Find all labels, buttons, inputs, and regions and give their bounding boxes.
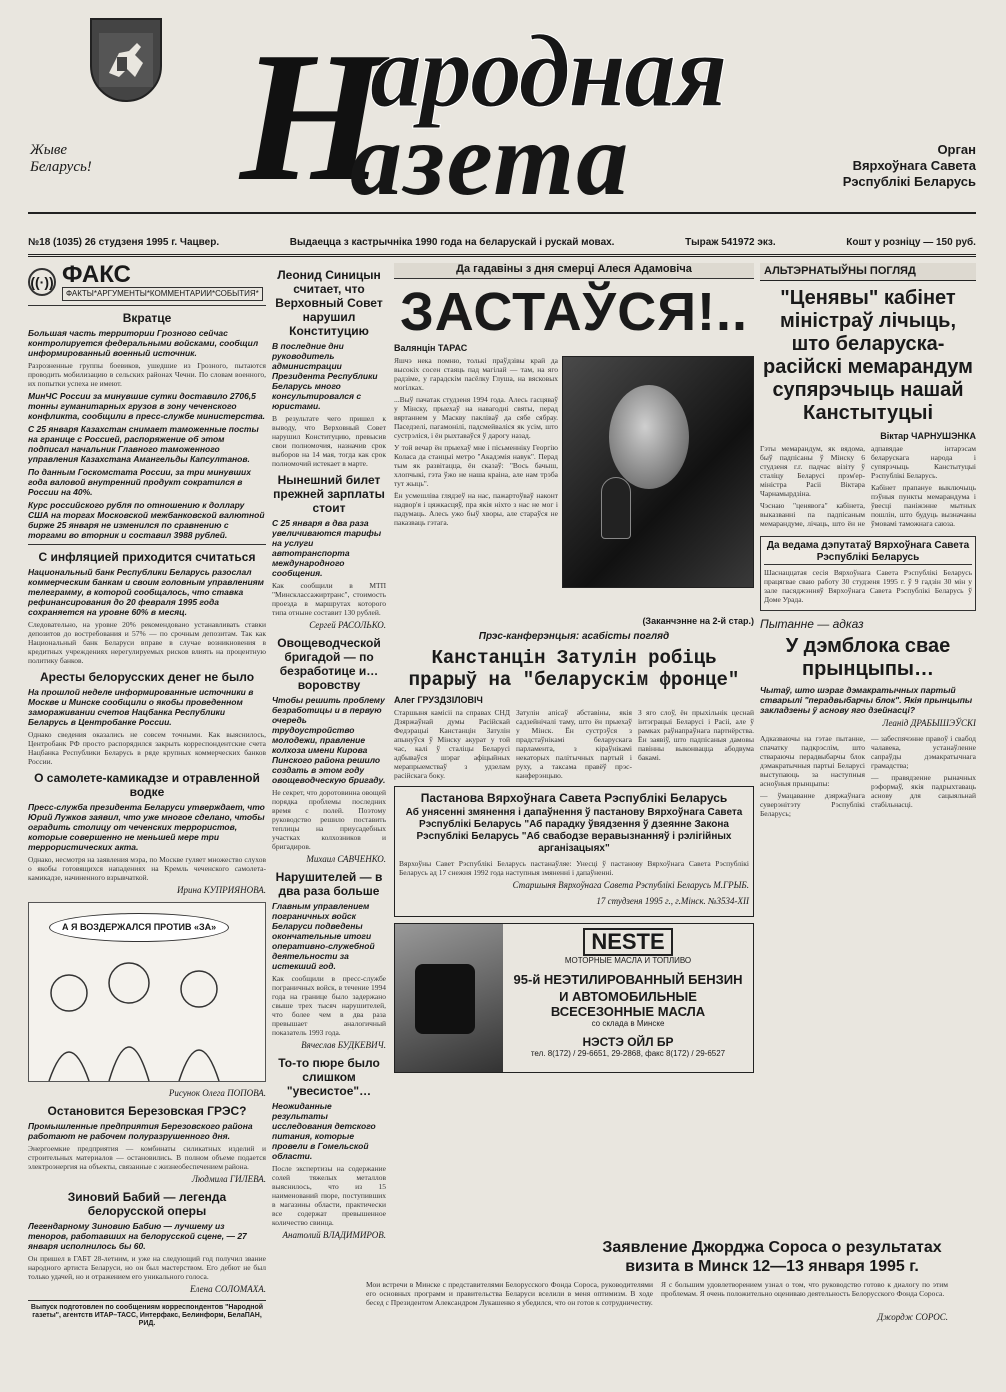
ad-product: 95-й НЕЭТИЛИРОВАННЫЙ БЕНЗИН — [513, 972, 743, 987]
paragraph: ...Выў пачатак студзеня 1994 года. Алесь гасцяваў у Мінску, прыехаў на навагодні святы, перад вяртаннем у Маскву пакліваў да сябе сябрау. Паседзелі, пагамонілі, падсмейваліся як усім, што сустрэліся, і ён рыхтаваўся ў дарогу назад. — [394, 395, 558, 440]
logo-word-2: азета — [350, 102, 631, 217]
radio-waves-icon: ((·)) — [28, 268, 56, 296]
paragraph: — забеспячэнне правоў і свабод чалавека, устанаўленне сапраўды дэмакратычнага грамадства; — [871, 733, 976, 770]
paragraph: Чэснаю "ценявога" кабінета, выказванні па падпісаным мемарандуме, лічаць, што ён не адпавядае інтарэсам беларускага народа і супярэчыць Канстытуцыі Рэспублікі Беларусь. — [760, 444, 976, 528]
statement-body — [366, 1280, 948, 1310]
paragraph: Кабінет прапануе выключыць пэўныя пункты мемарандума і ўвесці паніжэнне мытных пошлін, што будуць вызначаны ўмовамі таможнага саюза. — [871, 483, 976, 528]
paragraph: У той вечар ён прыехаў мне і пісьменніку Георгію Коласа да станцыі метро "Акадэмія навук". Перад тым як развітацца, ён сказаў: "Вось бачыш, хлопчыкі, гэта ўжо не наша краіна, але нам трэба тут жыць". — [394, 443, 558, 488]
headline: Аресты белорусских денег не было — [39, 670, 255, 684]
paragraph: После экспертизы на содержание солей тяжелых металлов выяснилось, что из 15 наименований пюре, поступивших в магазины области, практически все содержат превышенное количество свинца. — [272, 1164, 386, 1227]
byline: Елена СОЛОМАХА. — [190, 1284, 266, 1294]
paragraph: Адказваючы на гэтае пытанне, спачатку падкрэслім, што ствараючы перадвыбарчы блок дэмакратычныя партыі Беларусі выступаюць за наступныя асноўныя прынцыпы: — [760, 733, 865, 788]
logo-initial: Н — [240, 14, 385, 220]
lead: С 25 января Казахстан снимает таможенные посты на границе с Россией, распоряжение об этом подписал начальник Главного таможенного управления Казахстана Амангельды Капсултанов. — [28, 424, 259, 464]
paragraph: Энергоемкие предприятия — комбинаты силикатных изделий и строительных материалов — остановились. В полном объеме подается электроэнергия на объекты, связанные с жизнеобеспечением района. — [28, 1144, 266, 1171]
issue-number: №18 (1035) 26 студзеня 1995 г. Чацвер. — [28, 237, 220, 248]
section-kicker: АЛЬТЭРНАТЫЎНЫ ПОГЛЯД — [760, 263, 976, 281]
lead: Большая часть территории Грозного сейчас контролируется федеральными войсками, сообщил информированный военный источник. — [28, 328, 259, 358]
headline: У дэмблока свае прынцыпы… — [785, 634, 951, 680]
paragraph: Старшыня камісіі па справах СНД Дзяржаўнай думы Расійскай Федэрацыі Канстанцін Затулін апынуўся ў Мінску акурат у той час, калі ў сталіцы Беларусі адбываўся шэраг афіцыйных мерапрыемстваў з удзелам расійскага боку. — [394, 708, 510, 780]
resolution-subtitle: Аб унясенні змянення і дапаўнення ў пастанову Вярхоўнага Савета Рэспублікі Беларусь "Аб парадку ўвядзення ў дзеянне Закона Рэспублікі Беларусь "Аб свабодзе веравызнанняў і рэлігійных арганізацыях" — [405, 807, 743, 854]
paragraph: Однако сведения оказались не совсем точными. Как выяснилось, Центробанк РФ просто распорядился закрыть корреспондентские счета Нацбанка Республики Беларусь в ряде крупных коммерческих банков России. — [28, 730, 266, 766]
lead: Главным управлением пограничных войск Беларуси подведены окончательные итоги оперативно-служебной деятельности за истекший год. — [272, 901, 375, 971]
logo-word-1: ародная — [370, 14, 726, 129]
paragraph: — правядзенне рыначных рэформаў, якія падрыхтаваць аснову для сацыяльнай стабільнасці. — [871, 772, 976, 809]
organ-line: Орган — [937, 142, 976, 157]
columns — [28, 257, 976, 1392]
coat-of-arms-icon — [90, 18, 162, 102]
headline: Заявление Джорджа Сороса о результатах визита в Минск 12—13 января 1995 г. — [602, 1239, 942, 1275]
circulation: Тыраж 541972 экз. — [685, 237, 776, 248]
portrait-photo — [562, 356, 754, 588]
headline: Вкратце — [122, 311, 172, 325]
caption: Рисунок Олега ПОПОВА. — [168, 1088, 266, 1098]
soros-statement — [366, 1238, 948, 1328]
column-short-news — [272, 263, 386, 1246]
byline: Алег ГРУЗДЗІЛОВІЧ — [394, 695, 483, 705]
newspaper-logo — [240, 14, 850, 220]
motto-line: Жыве — [30, 142, 68, 158]
microphone-icon — [601, 477, 631, 539]
lead: По данным Госкомстата России, за три минувших года валовой внутренний продукт сократился в России на 40%. — [28, 467, 251, 497]
story-shadow-cabinet — [760, 444, 976, 530]
headline: Зиновий Бабий — легенда белорусской оперы — [67, 1190, 227, 1218]
paragraph: — ўмацаванне дзяржаўнага суверэнітэту Рэспублікі Беларусь; — [760, 790, 865, 818]
price: Кошт у розніцу — 150 руб. — [846, 237, 976, 248]
byline: Людмила ГИЛЕВА. — [191, 1174, 266, 1184]
lead: Чтобы решить проблему безработицы и в первую очередь трудоустройство молодежи, правление колхоза имени Кирова Пинского района решило создать в этом году овощеводческую бригаду. — [272, 695, 386, 785]
headline: Остановится Березовская ГРЭС? — [47, 1104, 247, 1118]
byline: Сергей РАСОЛЬКО. — [309, 620, 386, 630]
story-zatulin — [394, 708, 754, 780]
column-opinion — [760, 263, 976, 1273]
divider — [28, 544, 266, 545]
continued-note: (Заканчэнне на 2-й стар.) — [642, 616, 754, 626]
publisher-organ — [843, 142, 976, 190]
lead: В последние дни руководитель администрации Президента Республики Беларусь много консультировался с юристами. — [272, 341, 378, 411]
motto-line: Беларусь! — [30, 159, 92, 175]
section-kicker: Да гадавіны з дня смерці Алеся Адамовіча — [394, 263, 754, 279]
ad-stock: со склада в Минске — [591, 1019, 665, 1028]
section-kicker: Пытанне — адказ — [760, 616, 864, 631]
headline: Овощеводческой бригадой — по безработице и… воровству — [277, 636, 381, 692]
fax-logo: ФАКС — [62, 263, 131, 288]
resolution-title: Пастанова Вярхоўнага Савета Рэспублікі Беларусь — [420, 791, 728, 805]
headline: Нарушителей — в два раза больше — [275, 870, 383, 898]
paragraph: В результате чего пришел к выводу, что Верховный Совет нарушил Конституцию, превысив свои полномочия, назначив срок выборов на 14 мая, тогда как срок полномочий истекает в марте. — [272, 414, 386, 468]
headline: То-то пюре было слишком "увесистое"… — [278, 1056, 380, 1098]
cartoon-figures-icon — [29, 953, 265, 1081]
story-demblock — [760, 734, 976, 818]
lead: На прошлой неделе информированные источники в Москве и Минске сообщили о якобы проведенном замораживании счетов Нацбанка Республики Беларусь в Центробанке России. — [28, 687, 254, 727]
lead: Чытаў, што шэраг дэмакратычных партый стварылі "перадвыбарчы блок". Якія прынцыпы закладзены ў аснову яго дзейнасці? — [760, 684, 973, 715]
lead: Национальный банк Республики Беларусь разослал коммерческим банкам и своим головным управлениям телеграмму, в которой сообщалось, что ставка рефинансирования до 20 февраля 1995 года сохраняется на уровне 60% в месяц. — [28, 567, 264, 617]
signature: Старшыня Вярхоўнага Савета Рэспублікі Беларусь М.ГРЫБ. — [512, 880, 749, 890]
date: 17 студзеня 1995 г., г.Мінск. №3534-XII — [596, 896, 749, 906]
ad-slogan: МОТОРНЫЕ МАСЛА И ТОПЛИВО — [564, 956, 692, 965]
headline: Леонид Синицын считает, что Верховный Совет нарушил Конституцию — [275, 268, 383, 338]
cartoon-image — [28, 902, 266, 1082]
paragraph: Я с большим удовлетворением узнал о том, что руководство готово к диалогу по этим проблемам. Я очень положительно оцениваю деятельность Белорусского Фонда Сороса. — [661, 1280, 948, 1298]
face-shape — [609, 385, 689, 489]
lead: Легендарному Зиновию Бабию — лучшему из теноров, работавших на белорусской сцене, — 27 января исполнилось бы 60. — [28, 1221, 247, 1251]
ad-company: НЭСТЭ ОЙЛ БР — [582, 1035, 674, 1049]
paragraph: Он пришел в ГАБТ 28-летним, и уже на следующий год получил звание народного артиста Беларуси, но он был мастерством. Его дебют не был только удачей, но и отражением его уникального голоса. — [28, 1254, 266, 1281]
fax-section-header — [28, 263, 266, 306]
ad-phone: тел. 8(172) / 29-6651, 29-2868, факс 8(172) / 29-6527 — [530, 1049, 726, 1058]
byline: Вячеслав БУДКЕВИЧ. — [301, 1040, 386, 1050]
fuel-nozzle-icon — [395, 924, 503, 1072]
byline: Леанід ДРАБЫШЭЎСКІ — [882, 717, 976, 728]
paragraph: Разрозненные группы боевиков, ушедшие из Грозного, пытаются проводить мобилизацию в сельских районах Чечни. По словам военного, их попытки успеха не имеют. — [28, 361, 266, 388]
resolution-box — [394, 786, 754, 917]
organ-line: Вярхоўнага Савета — [852, 158, 976, 173]
paragraph: Яшчэ нека помню, толькі праўдзівы край да высокіх сосен стаяць пад магілай — там, на яго радзіме, у гарадскім пасёлку Глуша, на вясковых могілках. — [394, 356, 558, 392]
byline: Джордж СОРОС. — [877, 1312, 948, 1322]
byline: Ирина КУПРИЯНОВА. — [177, 885, 266, 895]
published-since: Выдаецца з кастрычніка 1990 года на беларускай і рускай мовах. — [289, 237, 615, 248]
paragraph: Гэты мемарандум, як вядома, быў падпісаны ў Мінску 6 студзеня г.г. падчас візіту ў сталіцу Беларусі прэм'ер-міністра Расіі Віктара Чарнамырдзіна. — [760, 444, 865, 498]
lead: С 25 января в два раза увеличиваются тарифы на услуги автотранспорта международного сообщения. — [272, 518, 382, 578]
byline: Михаил САВЧЕНКО. — [306, 854, 386, 864]
paragraph: Ён усмешліва глядзеў на нас, пажартоўваў наконт надвор'я і цяжкасцяў, пра якія ніхто з нас не мог і падумаць. Алесь ужо быў хворы, але стараўся не паказваць гэтага. — [394, 491, 558, 527]
paragraph: Шаснаццатая сесія Вярхоўнага Савета Рэспублікі Беларусь працягвае сваю работу 30 студзеня 1995 г. ў 9 гадзін 30 мін у зале пасяджэнняў Вярхоўнага Савета Рэспублікі Беларусь ў Доме Урада. — [764, 567, 972, 604]
paragraph: З яго слоў, ён прыхільнік цеснай інтэграцыі Беларусі і Расіі, але ў рамках раўнапраўнага партнёрства. Ён заявіў, што падпісаныя дамовы павінны выконвацца абодвума бакамі. — [638, 708, 754, 762]
paragraph: Затулін апісаў абставіны, якія садзейнічалі таму, што ён прыехаў у Мінск. Ён сустрэўся з прадстаўнікамі беларускага парламента, з кіраўнікамі некаторых палітычных партый і руху, а таксама правёў прэс-канферэнцыю. — [516, 708, 632, 780]
paragraph: Вярхоўны Савет Рэспублікі Беларусь пастанаўляе: Унесці ў пастанову Вярхоўнага Савета Рэспублікі Беларусь ад 17 снежня 1992 года наступныя змяненні і дапаўненні. — [399, 859, 749, 877]
paragraph: Как сообщили в МТП "Минсклассажиртранс", стоимость проезда в маршрутах которого типа отныне составит 130 рублей. — [272, 581, 386, 617]
headline: О самолете-камикадзе и отравленной водке — [34, 771, 260, 799]
lead: МинЧС России за минувшие сутки доставило 2706,5 тонны гуманитарных грузов в зону чеченского конфликта, сообщили в пресс-службе министерства. — [28, 391, 266, 421]
credits: Выпуск подготовлен по сообщениям корреспондентов "Народной газеты", агентств ИТАР–ТАСС, Интерфакс, Белинформ, БелаПАН, РИД. — [28, 1300, 266, 1328]
column-fax-news — [28, 263, 266, 1328]
notice-title: Да ведама дэпутатаў Вярхоўнага Савета Рэспублікі Беларусь — [764, 540, 972, 565]
headline: С инфляцией приходится считаться — [38, 550, 256, 564]
ad-text — [503, 924, 753, 1072]
paragraph: Не секрет, что доротовинна овощей порядка проблемы последних время с полей. Поэтому руководство решило поставить теплицы на приусадебных участках колхозников и бригадиров. — [272, 788, 386, 851]
byline: Віктар ЧАРНУШЭНКА — [880, 431, 976, 441]
brand-logo: NESTE — [583, 928, 672, 956]
speech-bubble: А Я ВОЗДЕРЖАЛСЯ ПРОТИВ «ЗА» — [49, 913, 229, 942]
headline: Канстанцін Затулін робіць прарыў на "беларускім фронце" — [408, 647, 740, 691]
paragraph: Однако, несмотря на заявления мэра, по Москве гуляет множество слухов о якобы готовящихся нападениях на Кремль чеченского самолета-камикадзе, начиненного взрывчаткой. — [28, 855, 266, 882]
headline: "Ценявы" кабінет міністраў лічыць, што беларуска-расійскі мемарандум супярэчыць нашай Канстытуцыі — [763, 287, 973, 424]
byline: Анатолий ВЛАДИМИРОВ. — [282, 1230, 386, 1240]
issue-info-bar — [28, 232, 976, 257]
lead: Неожиданные результаты исследования детского питания, которые провели в Гомельской области. — [272, 1101, 376, 1161]
section-kicker: Прэс-канферэнцыя: асабісты погляд — [478, 631, 670, 642]
fax-tagline: ФАКТЫ*АРГУМЕНТЫ*КОММЕНТАРИИ*СОБЫТИЯ* — [62, 287, 263, 301]
paragraph: Как сообщили в пресс-службе пограничных войск, в течение 1994 года на границе было задержано свыше трех тысяч нарушителей, что более чем в два раза превышает аналогичный показатель 1993 года. — [272, 974, 386, 1037]
lead: Пресс-служба президента Беларуси утверждает, что Юрий Лужков заявил, что уже многое сделано, чтобы оградить столицу от чеченских террористов, которые совершенно не меньшей мере три террористических акта. — [28, 802, 265, 852]
byline: Валянцін ТАРАС — [394, 343, 468, 353]
neste-advertisement — [394, 923, 754, 1073]
motto — [30, 142, 92, 176]
column-main-stories — [394, 263, 754, 1348]
masthead — [28, 14, 976, 220]
organ-line: Рэспублікі Беларусь — [842, 174, 976, 189]
paragraph: Мои встречи в Минске с представителями Белорусского Фонда Сороса, руководителями его основных программ и правительства Беларуси вселили в меня оптимизм. В ходе бесед с Президентом Александром Лукашенко я убедился, что он готов к сотрудничеству. — [366, 1280, 653, 1307]
notice-box — [760, 536, 976, 611]
ad-product: И АВТОМОБИЛЬНЫЕ ВСЕСЕЗОННЫЕ МАСЛА — [550, 989, 706, 1019]
lead: Курс российского рубля по отношению к доллару США на торгах Московской межбанковской валютной бирже 25 января не изменился по сравнению с торгами во вторник и составил 3988 рублей. — [28, 500, 265, 540]
story-adamovich — [394, 356, 754, 616]
headline: Нынешний билет прежней зарплаты стоит — [273, 473, 385, 515]
main-headline: ЗАСТАЎСЯ!.. — [399, 282, 749, 342]
paragraph: Следовательно, на уровне 20% рекомендовано устанавливать ставки депозитов до востребования и 57% — по срочным депозитам. Так как Национальный банк Беларуси вправе в случае возникновения в кредитных учреждениях нерегулируемых рисков влиять на процентную политику банков. — [28, 620, 266, 665]
lead: Промышленные предприятия Березовского района работают не рабочем полуразрушенного дня. — [28, 1121, 253, 1141]
